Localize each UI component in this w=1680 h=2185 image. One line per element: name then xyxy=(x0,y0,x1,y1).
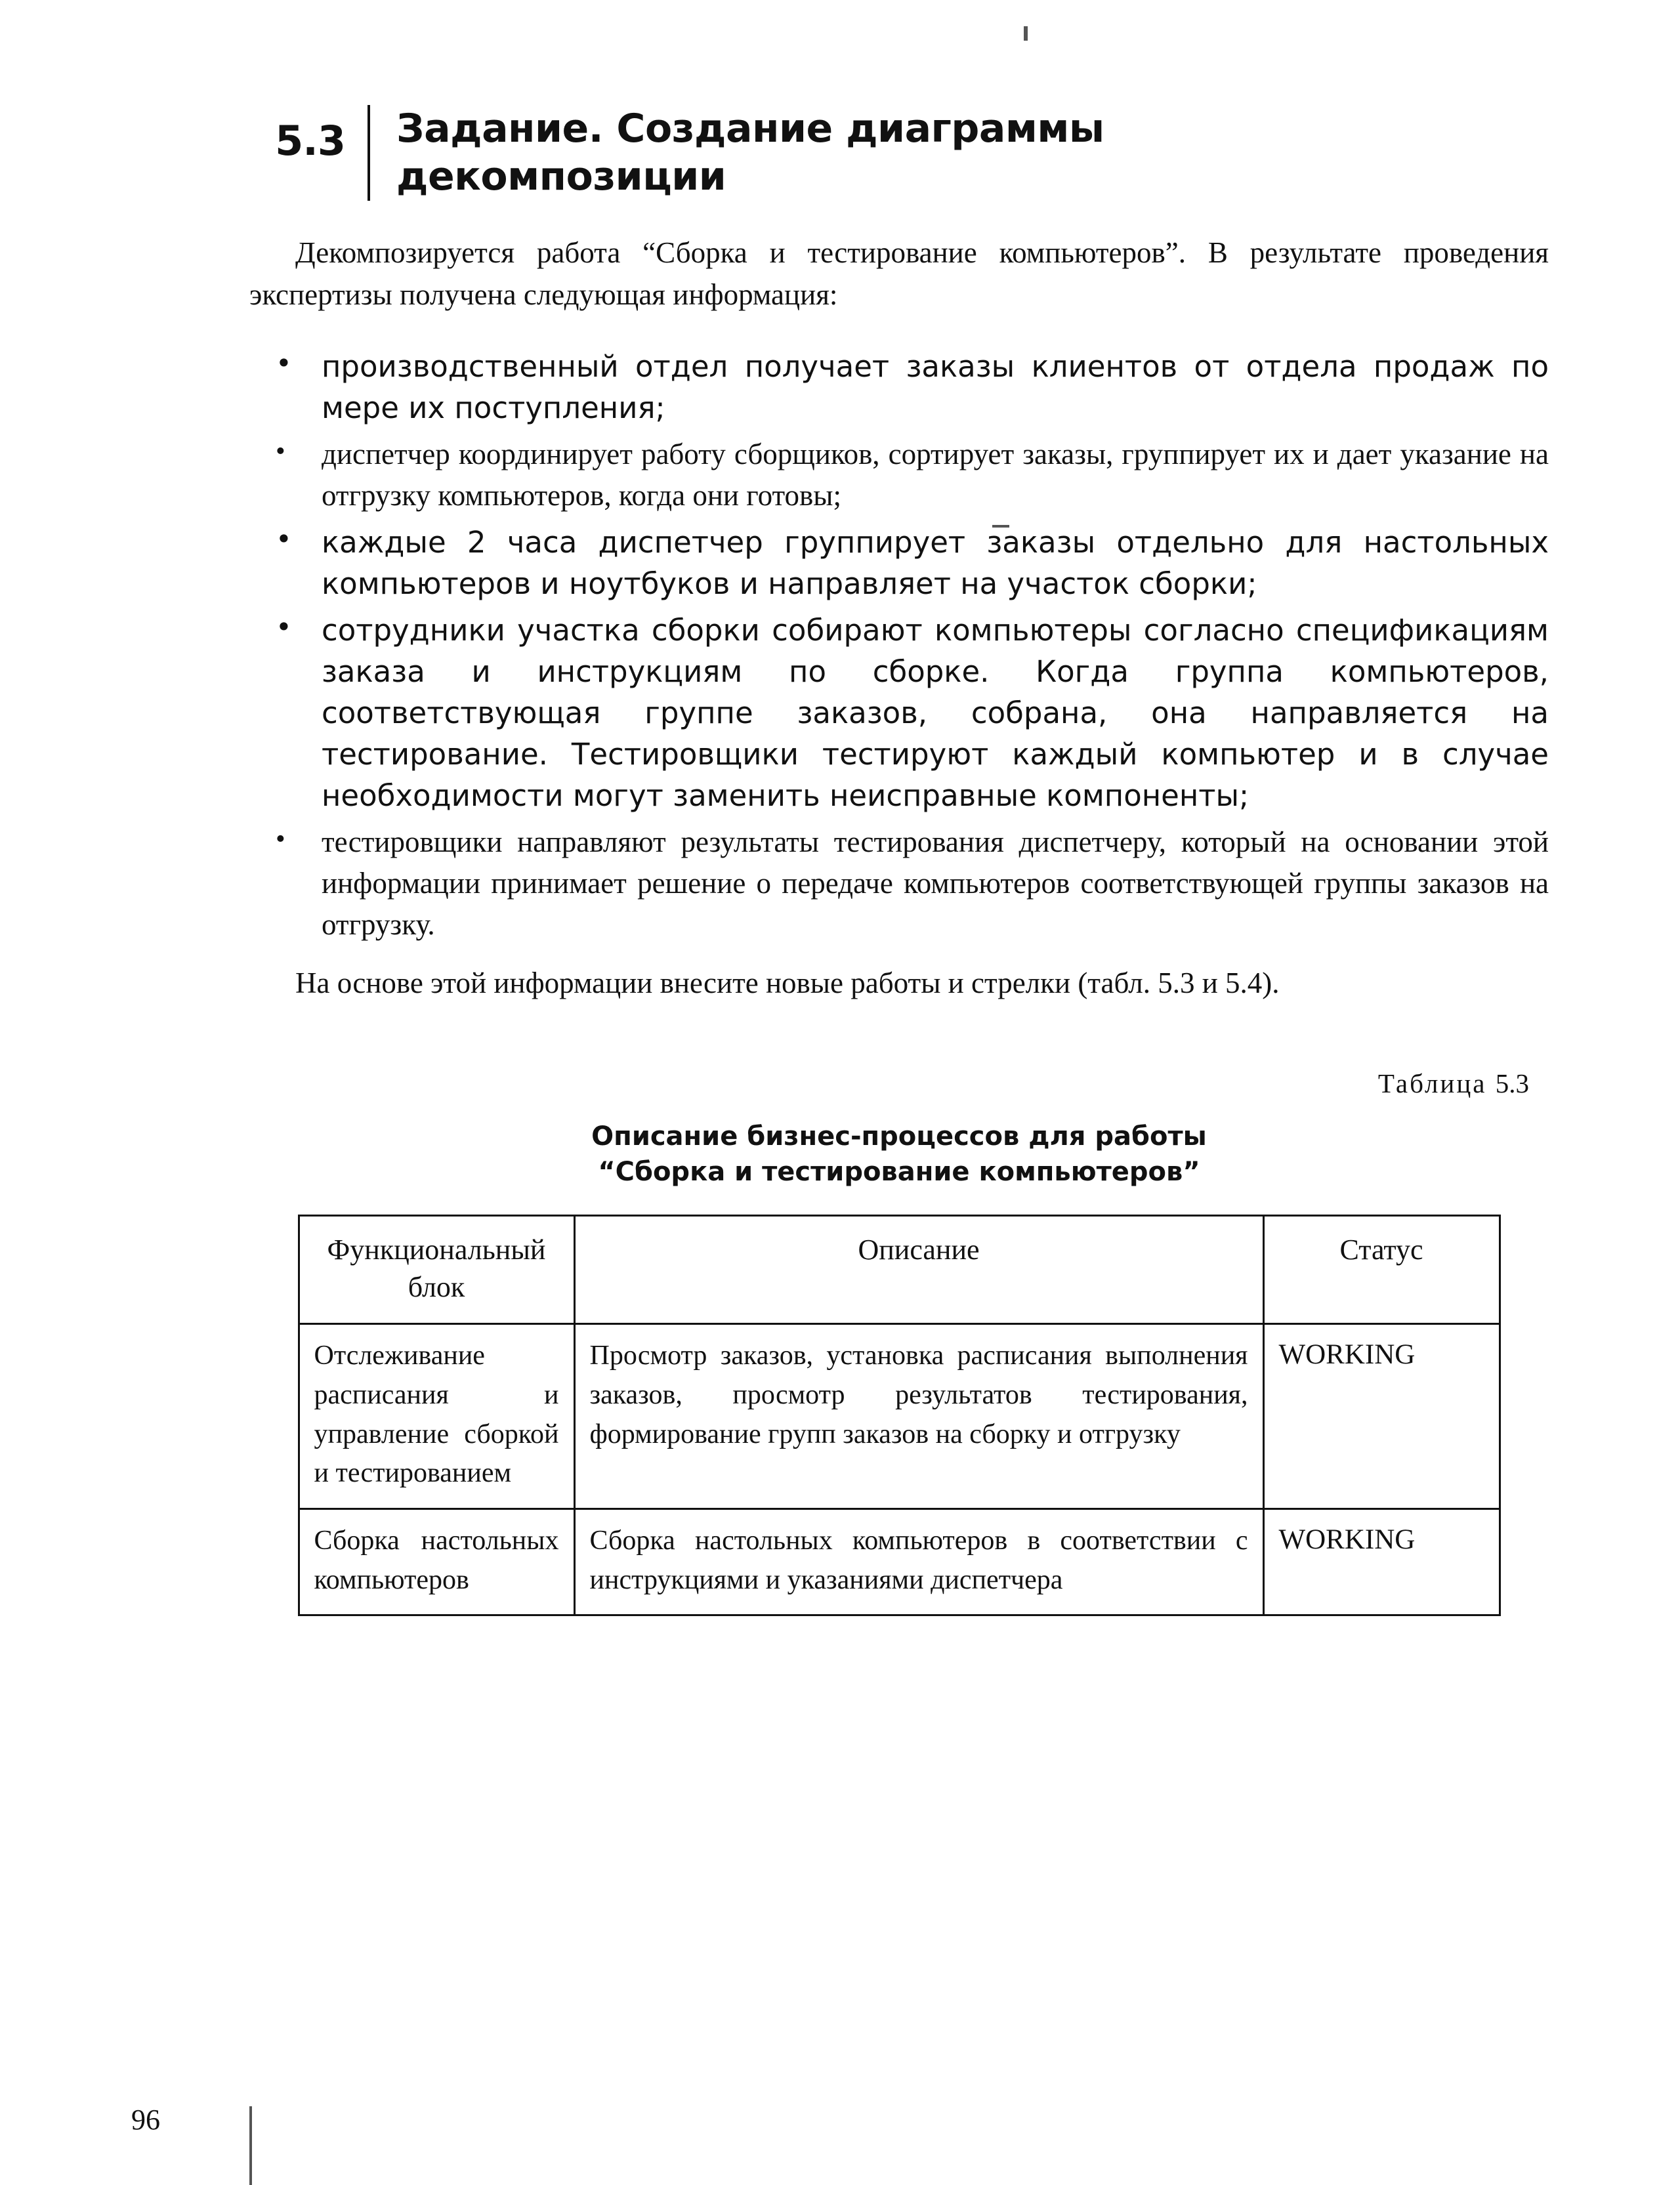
cell-description: Сборка настольных компьютеров в соответствии с инструкциями и указаниями диспетчера xyxy=(574,1509,1263,1615)
process-table xyxy=(298,1215,1501,1616)
column-header-block: Функциональный блок xyxy=(299,1216,574,1324)
page-title-line1: Задание. Создание диаграммы xyxy=(396,106,1104,152)
cell-block: Сборка настольных компьютеров xyxy=(299,1509,574,1615)
table-title-line2: “Сборка и тестирование компьютеров” xyxy=(598,1157,1200,1188)
list-item: • сотрудники участка сборки собирают компьютеры согласно спецификациям заказа и инструкциям по сборке. Когда группа компьютеров, соответствующая группе заказов, собрана, она направляется на тестирование. Тестировщики тестируют каждый компьютер и в случае необходимости могут заменить неисправные компоненты; xyxy=(249,610,1549,816)
section-number: 5.3 xyxy=(275,117,345,165)
list-item: • производственный отдел получает заказы клиентов от отдела продаж по мере их поступления; xyxy=(249,346,1549,428)
scan-mark xyxy=(1024,26,1028,41)
section-heading xyxy=(249,105,1549,201)
page-title xyxy=(396,105,1104,201)
list-item: • каждые 2 часа диспетчер группирует заказы отдельно для настольных компьютеров и ноутбуков и направляет на участок сборки; xyxy=(249,522,1549,604)
page-title-line2: декомпозиции xyxy=(396,154,726,200)
closing-paragraph: На основе этой информации внесите новые работы и стрелки (табл. 5.3 и 5.4). xyxy=(295,967,1280,1000)
process-list xyxy=(249,346,1549,946)
table-label-prefix: Таблица xyxy=(1377,1068,1487,1099)
intro-paragraph: Декомпозируется работа “Сборка и тестирование компьютеров”. В результате проведения экспертизы получена следующая информация: xyxy=(249,236,1549,312)
status-badge: WORKING xyxy=(1263,1509,1500,1615)
table-title xyxy=(249,1119,1549,1190)
table-row xyxy=(299,1324,1500,1509)
page-number: 96 xyxy=(131,2104,160,2136)
table-label-number: 5.3 xyxy=(1495,1068,1529,1099)
table-row xyxy=(299,1509,1500,1615)
status-badge: WORKING xyxy=(1263,1324,1500,1509)
table-header-row xyxy=(299,1216,1500,1324)
column-header-description: Описание xyxy=(574,1216,1263,1324)
cell-block: Отслеживание расписания и управление сборкой и тестированием xyxy=(299,1324,574,1509)
table-title-line1: Описание бизнес-процессов для работы xyxy=(591,1121,1207,1152)
cell-description: Просмотр заказов, установка расписания выполнения заказов, просмотр результатов тестирования, формирование групп заказов на сборку и отгрузку xyxy=(574,1324,1263,1509)
list-item: • диспетчер координирует работу сборщиков, сортирует заказы, группирует их и дает указание на отгрузку компьютеров, когда они готовы; xyxy=(249,434,1549,516)
table-label xyxy=(249,1068,1549,1099)
heading-divider xyxy=(368,105,370,201)
list-item: • тестировщики направляют результаты тестирования диспетчеру, который на основании этой информации принимает решение о передаче компьютеров соответствующей группы заказов на отгрузку. xyxy=(249,822,1549,946)
column-header-status: Статус xyxy=(1263,1216,1500,1324)
scan-mark xyxy=(249,2106,252,2185)
